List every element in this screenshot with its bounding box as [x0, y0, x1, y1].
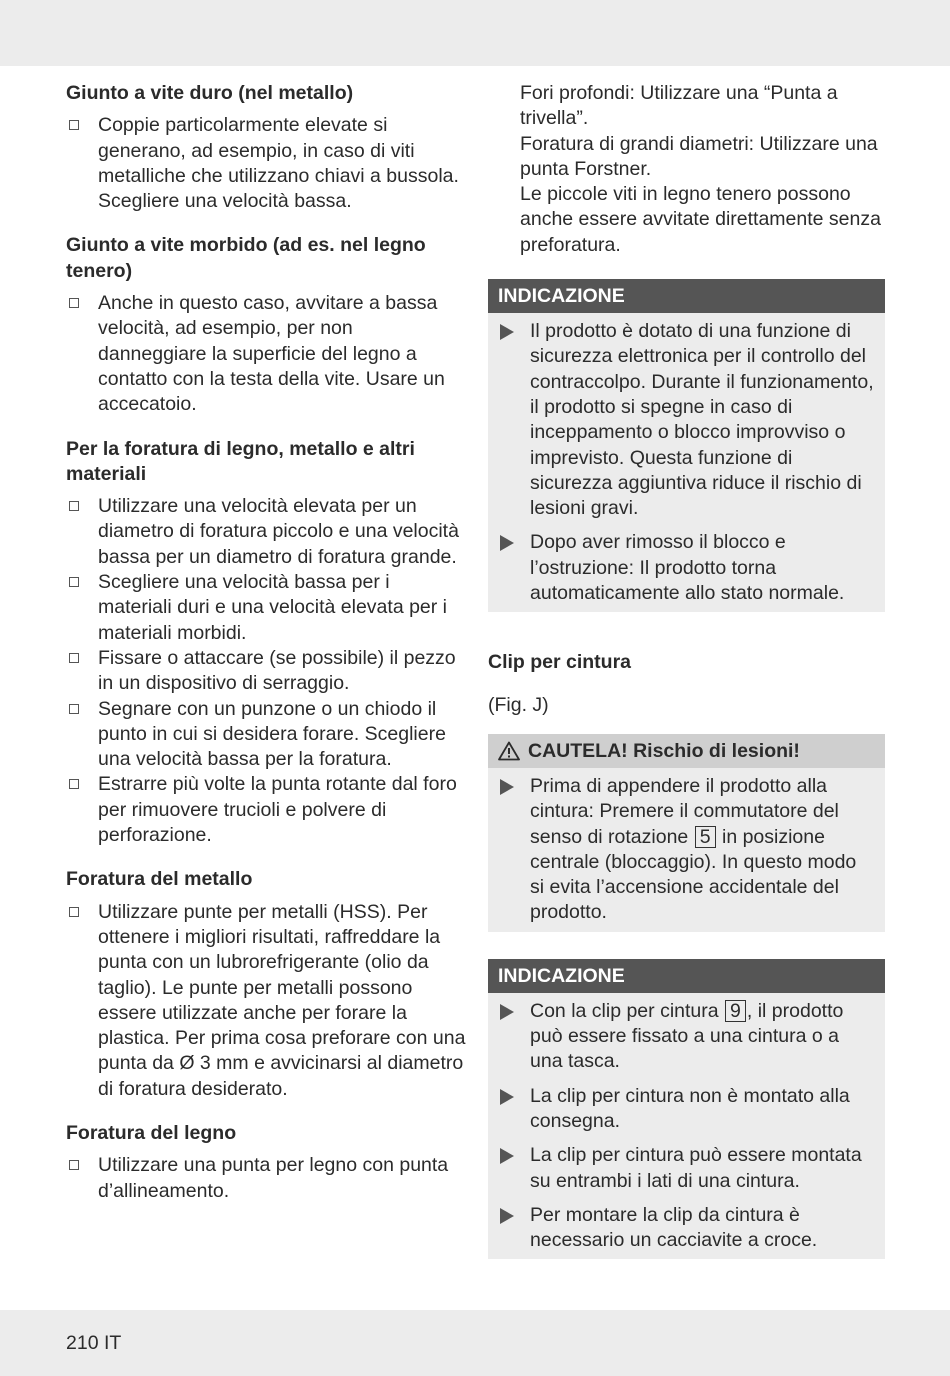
section-heading-belt-clip: Clip per cintura — [488, 651, 632, 674]
list-item: Segnare con un punzone o un chiodo il punto in cui si desidera forare. Scegliere una velocità bassa per la foratura. — [66, 697, 466, 773]
section-hard-screw — [66, 81, 466, 214]
note-box-body — [488, 313, 885, 612]
drilling-tips — [488, 81, 885, 258]
section-wood-drilling — [66, 1121, 466, 1204]
list-item: Fissare o attaccare (se possibile) il pezzo in un dispositivo di serraggio. — [66, 646, 466, 697]
arrow-right-icon — [500, 1004, 514, 1020]
reference-number-badge: 9 — [725, 1000, 746, 1022]
square-bullet-icon — [69, 653, 79, 663]
list-item: La clip per cintura può essere montata su entrambi i lati di una cintura. — [498, 1143, 875, 1194]
list-item: Coppie particolarmente elevate si generano, ad esempio, in caso di viti metalliche che utilizzano chiavi a bussola. Scegliere una velocità bassa. — [66, 113, 466, 214]
list-item: Estrarre più volte la punta rotante dal foro per rimuovere trucioli e polvere di perforazione. — [66, 772, 466, 848]
bullet-list — [66, 494, 466, 848]
arrow-list — [498, 774, 875, 926]
arrow-right-icon — [500, 1148, 514, 1164]
list-item: Il prodotto è dotato di una funzione di sicurezza elettronica per il controllo del contraccolpo. Durante il funzionamento, il prodotto si spegne in caso di inceppamento o blocco improvviso o imprevisto. Questa funzione di sicurezza aggiuntiva riduce il rischio di lesioni gravi. — [498, 319, 875, 521]
warning-triangle-icon — [498, 741, 520, 761]
list-item: Utilizzare punte per metalli (HSS). Per ottenere i migliori risultati, raffreddare la punta con un lubrorefrigerante (olio da taglio). Le punte per metalli possono essere utilizzate anche per forare la plastica. Per prima cosa preforare con una punta da Ø 3 mm e avvicinarsi al diametro di foratura desiderato. — [66, 900, 466, 1102]
list-item: Per montare la clip da cintura è necessario un cacciavite a croce. — [498, 1203, 875, 1254]
list-item: Con la clip per cintura 9 , il prodotto può essere fissato a una cintura o a una tasca. — [498, 999, 875, 1075]
section-heading: Foratura del metallo — [66, 868, 253, 891]
reference-number-badge: 5 — [695, 826, 716, 848]
section-soft-screw — [66, 233, 466, 417]
section-heading: Giunto a vite duro (nel metallo) — [66, 82, 354, 104]
note-box-kickback — [488, 279, 885, 612]
square-bullet-icon — [69, 704, 79, 714]
bullet-list — [66, 291, 466, 417]
footer-band — [0, 1310, 950, 1376]
section-heading: Giunto a vite morbido (ad es. nel legno tenero) — [66, 234, 426, 282]
note-box-title: INDICAZIONE — [488, 959, 885, 993]
square-bullet-icon — [69, 120, 79, 130]
figure-reference: (Fig. J) — [488, 693, 549, 716]
note-box-body — [488, 993, 885, 1260]
right-column — [488, 81, 885, 1259]
list-item: Anche in questo caso, avvitare a bassa velocità, ad esempio, per non danneggiare la superficie del legno a contatto con la testa della vite. Usare un accecatoio. — [66, 291, 466, 417]
square-bullet-icon — [69, 779, 79, 789]
page-number: 210 IT — [66, 1332, 122, 1354]
section-drilling-materials — [66, 437, 466, 849]
list-item: Utilizzare una punta per legno con punta d’allineamento. — [66, 1153, 466, 1204]
bullet-list — [66, 900, 466, 1102]
list-item: Scegliere una velocità bassa per i materiali duri e una velocità elevata per i materiali morbidi. — [66, 570, 466, 646]
caution-box — [488, 734, 885, 932]
square-bullet-icon — [69, 298, 79, 308]
note-box-title: INDICAZIONE — [488, 279, 885, 313]
arrow-right-icon — [500, 535, 514, 551]
square-bullet-icon — [69, 1160, 79, 1170]
header-band — [0, 0, 950, 66]
section-heading: Foratura del legno — [66, 1121, 237, 1144]
bullet-list — [66, 113, 466, 214]
section-heading: Per la foratura di legno, metallo e altri materiali — [66, 437, 415, 485]
arrow-list — [498, 999, 875, 1254]
tip-deep-holes: Fori profondi: Utilizzare una “Punta a trivella”. — [520, 82, 838, 130]
tip-large-diameters: Foratura di grandi diametri: Utilizzare una punta Forstner. — [520, 132, 878, 180]
bullet-list — [66, 1153, 466, 1204]
arrow-list — [498, 319, 875, 606]
arrow-right-icon — [500, 1089, 514, 1105]
arrow-right-icon — [500, 779, 514, 795]
caution-box-body — [488, 768, 885, 932]
arrow-right-icon — [500, 324, 514, 340]
note-box-belt-clip — [488, 959, 885, 1260]
list-item: La clip per cintura non è montato alla consegna. — [498, 1084, 875, 1135]
square-bullet-icon — [69, 501, 79, 511]
tip-small-screws: Le piccole viti in legno tenero possono anche essere avvitate direttamente senza preforatura. — [520, 183, 881, 256]
section-metal-drilling — [66, 867, 466, 1102]
list-item: Utilizzare una velocità elevata per un diametro di foratura piccolo e una velocità bassa per un diametro di foratura grande. — [66, 494, 466, 570]
list-item: Dopo aver rimosso il blocco e l’ostruzione: Il prodotto torna automaticamente allo stato normale. — [498, 530, 875, 606]
list-item: Prima di appendere il prodotto alla cintura: Premere il commutatore del senso di rotazione 5 in posizione centrale (bloccaggio). In questo modo si evita l’accensione accidentale del prodotto. — [498, 774, 875, 926]
square-bullet-icon — [69, 577, 79, 587]
square-bullet-icon — [69, 907, 79, 917]
left-column — [66, 81, 466, 1223]
arrow-right-icon — [500, 1208, 514, 1224]
caution-box-title: CAUTELA! Rischio di lesioni! — [488, 734, 885, 768]
